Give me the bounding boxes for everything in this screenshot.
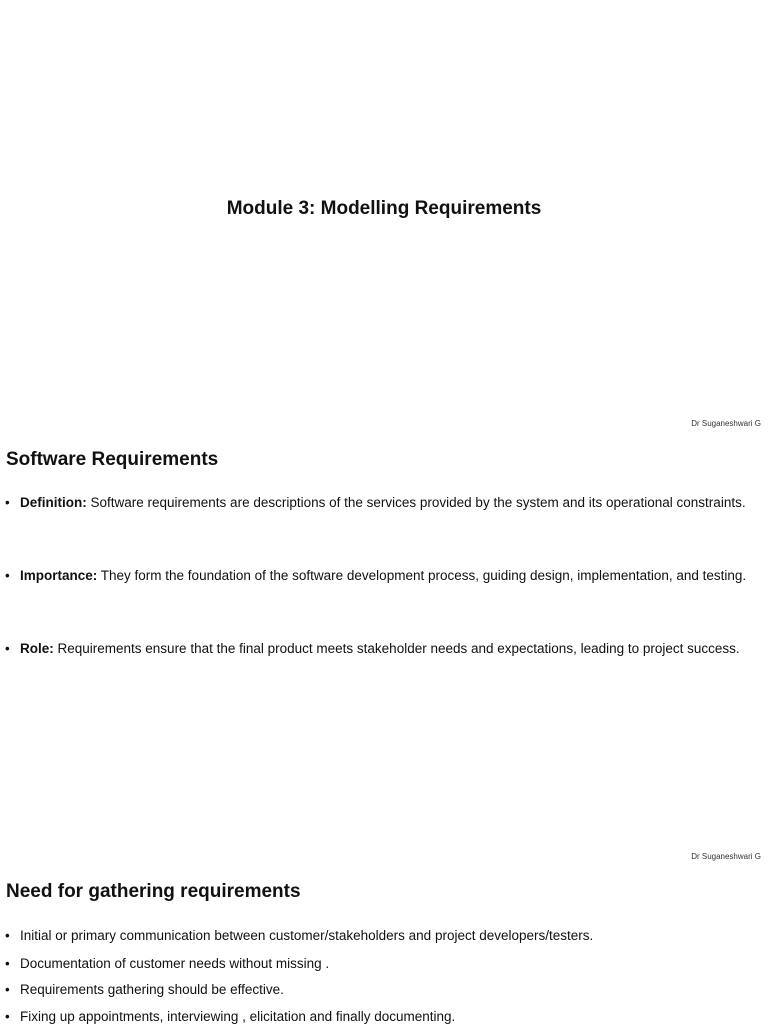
bullet-description: They form the foundation of the software development process, guiding design, implementation, and testing. [97,568,747,583]
bullet-term: Role: [20,641,54,656]
bullet-icon: • [5,568,10,583]
bullet-text [20,566,750,586]
bullet-text: Requirements gathering should be effective. [20,982,284,997]
module-title: Module 3: Modelling Requirements [226,198,542,219]
slide-heading: Need for gathering requirements [6,881,301,902]
bullet-description: Requirements ensure that the final product meets stakeholder needs and expectations, leading to project success. [53,641,740,656]
bullet-term: Definition: [20,495,87,510]
slide-software-requirements [0,433,768,866]
bullet-icon: • [5,956,10,971]
bullet-description: Software requirements are descriptions of the services provided by the system and its operational constraints. [86,495,746,510]
bullet-icon: • [5,928,10,943]
bullet-icon: • [5,982,10,997]
slide-need-for-gathering-requirements [0,866,768,1024]
bullet-text: Documentation of customer needs without missing . [20,956,330,971]
bullet-icon: • [5,495,10,510]
bullet-text [20,493,750,513]
bullet-icon: • [5,1009,10,1024]
slide-heading: Software Requirements [6,449,219,470]
bullet-text: Fixing up appointments, interviewing , elicitation and finally documenting. [20,1009,456,1024]
bullet-text [20,639,750,659]
author-credit: Dr Suganeshwari G [691,852,761,861]
slide-title [0,0,768,433]
bullet-term: Importance: [20,568,98,583]
bullet-icon: • [5,641,10,656]
author-credit: Dr Suganeshwari G [691,419,761,428]
bullet-text: Initial or primary communication between customer/stakeholders and project developers/testers. [20,928,594,943]
